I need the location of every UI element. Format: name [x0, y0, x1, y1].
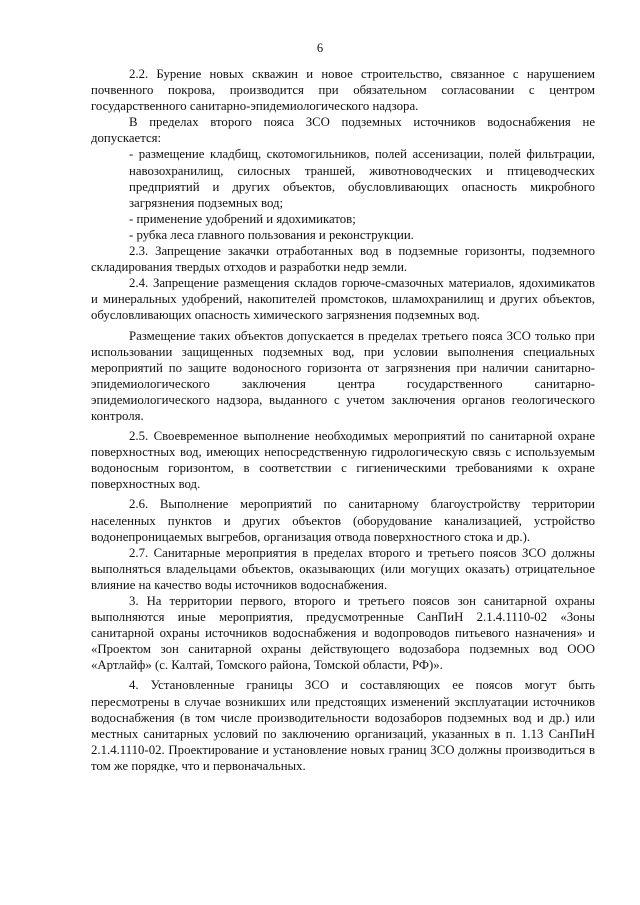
paragraph-2-6: 2.6. Выполнение мероприятий по санитарному благоустройству территории населенных пунктов и других объектов (оборудование канализацией, устройство водонепроницаемых выгребов, организация отвода поверхностного стока и др.).: [91, 497, 595, 544]
paragraph-3: 3. На территории первого, второго и третьего поясов зон санитарной охраны выполняются иные мероприятия, предусмотренные СанПиН 2.1.4.1110-02 «Зоны санитарной охраны источников водоснабжения и водопроводов питьевого назначения» и «Проектом зон санитарной охраны действующего водозабора подземных вод ООО «Артлайф» (с. Калтай, Томского района, Томской области, РФ)».: [91, 594, 595, 673]
list-item-placement: - размещение кладбищ, скотомогильников, полей ассенизации, полей фильтрации, навозохранилищ, силосных траншей, животноводческих и птицеводческих предприятий и других объектов, обусловливающих опасность микробного загрязнения подземных вод;: [129, 147, 595, 210]
page-number: 6: [316, 41, 324, 55]
document-body: [91, 66, 595, 774]
paragraph-4: 4. Установленные границы ЗСО и составляющих ее поясов могут быть пересмотрены в случае возникших или предстоящих изменений эксплуатации источников водоснабжения (в том числе производительности водозаборов подземных вод и др.) или местных санитарных условий по заключению организаций, указанных в п. 1.13 СанПиН 2.1.4.1110-02. Проектирование и установление новых границ ЗСО должны производиться в том же порядке, что и первоначальных.: [91, 678, 595, 773]
paragraph-placement-zone-3: Размещение таких объектов допускается в пределах третьего пояса ЗСО только при использовании защищенных подземных вод, при условии выполнения специальных мероприятий по защите водоносного горизонта от загрязнения при наличии санитарно-эпидемиологического заключения центра государственного санитарно-эпидемиологического надзора, выданного с учетом заключения органов геологического контроля.: [91, 328, 595, 423]
paragraph-2-7: 2.7. Санитарные мероприятия в пределах второго и третьего поясов ЗСО должны выполняться владельцами объектов, оказывающих (или могущих оказать) отрицательное влияние на качество воды источников водоснабжения.: [91, 545, 595, 592]
paragraph-2-2: 2.2. Бурение новых скважин и новое строительство, связанное с нарушением почвенного покрова, производится при обязательном согласовании с центром государственного санитарно-эпидемиологического надзора.: [91, 67, 595, 114]
list-item-fertilizers: - применение удобрений и ядохимикатов;: [129, 211, 356, 226]
list-item-logging: - рубка леса главного пользования и реконструкции.: [129, 227, 414, 242]
paragraph-2-5: 2.5. Своевременное выполнение необходимых мероприятий по санитарной охране поверхностных вод, имеющих непосредственную гидрологическую связь с используемым водоносным горизонтом, в соответствии с гигиеническими требованиями к охране поверхностных вод.: [91, 429, 595, 492]
paragraph-2-3: 2.3. Запрещение закачки отработанных вод в подземные горизонты, подземного складирования твердых отходов и разработки недр земли.: [91, 244, 595, 275]
paragraph-zone-2-intro: В пределах второго пояса ЗСО подземных источников водоснабжения не допускается:: [91, 115, 595, 146]
paragraph-2-4: 2.4. Запрещение размещения складов горюче-смазочных материалов, ядохимикатов и минеральных удобрений, накопителей промстоков, шламохранилищ и других объектов, обусловливающих опасность химического загрязнения подземных вод.: [91, 276, 595, 323]
